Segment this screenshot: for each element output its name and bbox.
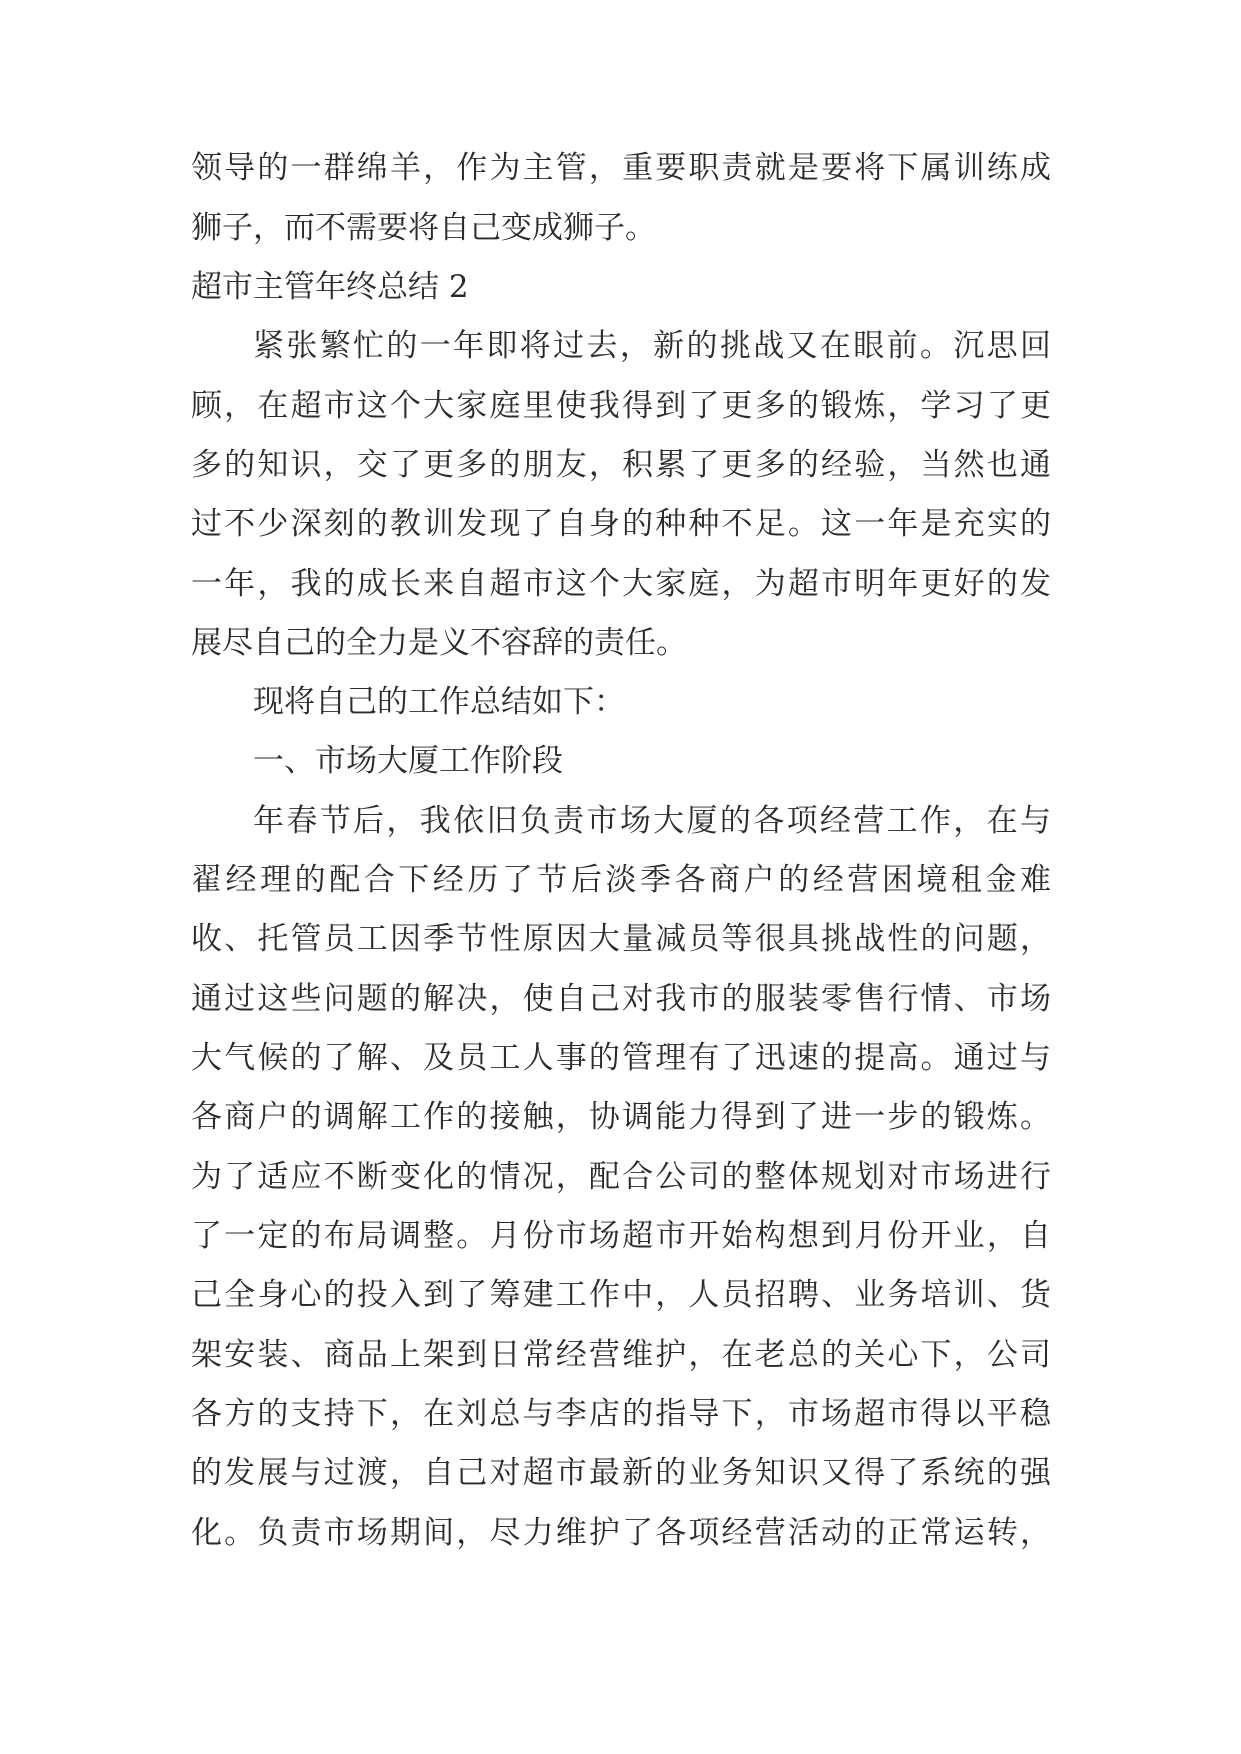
text-line: 展尽自己的全力是义不容辞的责任。 [191,625,687,661]
text-line: 现将自己的工作总结如下： [253,684,625,720]
text-line: 年春节后，我依旧负责市场大厦的各项经营工作，在与 [253,803,1051,839]
text-line: 紧张繁忙的一年即将过去，新的挑战又在眼前。沉思回 [253,328,1051,364]
text-line: 的发展与过渡，自己对超市最新的业务知识又得了系统的强 [191,1455,1051,1491]
text-line: 各方的支持下，在刘总与李店的指导下，市场超市得以平稳 [191,1396,1051,1432]
text-line: 化。负责市场期间，尽力维护了各项经营活动的正常运转， [191,1515,1051,1551]
text-line: 了一定的布局调整。月份市场超市开始构想到月份开业，自 [191,1218,1051,1254]
subsection-heading: 一、市场大厦工作阶段 [253,743,563,779]
text-line: 大气候的了解、及员工人事的管理有了迅速的提高。通过与 [191,1040,1051,1076]
text-line: 一年，我的成长来自超市这个大家庭，为超市明年更好的发 [191,566,1051,602]
text-line: 狮子，而不需要将自己变成狮子。 [191,210,656,246]
section-heading: 超市主管年终总结 2 [191,269,469,305]
text-line: 为了适应不断变化的情况，配合公司的整体规划对市场进行 [191,1159,1051,1195]
text-line: 通过这些问题的解决，使自己对我市的服装零售行情、市场 [191,981,1051,1017]
text-line: 多的知识，交了更多的朋友，积累了更多的经验，当然也通 [191,447,1051,483]
text-line: 架安装、商品上架到日常经营维护，在老总的关心下，公司 [191,1337,1051,1373]
text-line: 收、托管员工因季节性原因大量减员等很具挑战性的问题， [191,921,1051,957]
text-line: 顾，在超市这个大家庭里使我得到了更多的锻炼，学习了更 [191,388,1051,424]
text-line: 翟经理的配合下经历了节后淡季各商户的经营困境租金难 [191,862,1051,898]
text-line: 己全身心的投入到了筹建工作中，人员招聘、业务培训、货 [191,1277,1051,1313]
text-line: 各商户的调解工作的接触，协调能力得到了进一步的锻炼。 [191,1099,1051,1135]
text-line: 领导的一群绵羊，作为主管，重要职责就是要将下属训练成 [191,150,1051,186]
text-line: 过不少深刻的教训发现了自身的种种不足。这一年是充实的 [191,506,1051,542]
